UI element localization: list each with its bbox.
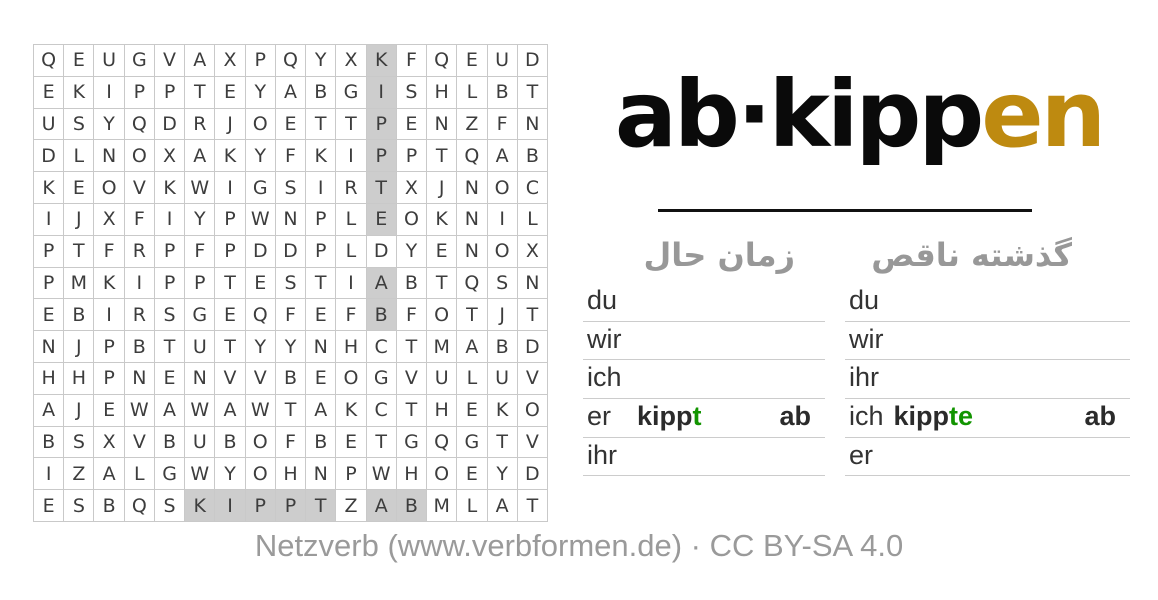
- grid-cell: Z: [457, 109, 487, 141]
- grid-cell: E: [215, 77, 245, 109]
- grid-cell: W: [246, 395, 276, 427]
- grid-cell: S: [64, 427, 94, 459]
- verb-ending: te: [949, 401, 974, 432]
- grid-cell: L: [457, 490, 487, 522]
- grid-cell: T: [155, 331, 185, 363]
- verb-ending: t: [692, 401, 702, 432]
- grid-cell: K: [215, 140, 245, 172]
- grid-cell: O: [518, 395, 548, 427]
- pronoun: du: [849, 285, 880, 315]
- grid-cell: W: [246, 204, 276, 236]
- grid-cell: F: [276, 299, 306, 331]
- grid-cell: G: [367, 363, 397, 395]
- grid-cell: A: [185, 140, 215, 172]
- column-header: گذشته ناقص: [871, 236, 1072, 274]
- grid-cell: W: [185, 172, 215, 204]
- grid-cell: P: [367, 140, 397, 172]
- grid-cell: U: [185, 331, 215, 363]
- grid-cell: T: [306, 490, 336, 522]
- grid-cell: B: [488, 331, 518, 363]
- grid-cell: I: [34, 204, 64, 236]
- grid-cell: T: [185, 77, 215, 109]
- grid-cell: U: [427, 363, 457, 395]
- verb-answer: [894, 399, 974, 433]
- grid-cell: A: [367, 490, 397, 522]
- conjugation-row: [845, 438, 1130, 477]
- grid-cell: B: [518, 140, 548, 172]
- grid-cell: T: [215, 268, 245, 300]
- grid-cell: N: [427, 109, 457, 141]
- grid-cell: T: [336, 109, 366, 141]
- grid-cell: I: [34, 458, 64, 490]
- grid-cell: P: [367, 109, 397, 141]
- grid-cell: N: [276, 204, 306, 236]
- grid-cell: Q: [427, 427, 457, 459]
- grid-cell: P: [185, 268, 215, 300]
- grid-cell: N: [457, 204, 487, 236]
- grid-cell: K: [155, 172, 185, 204]
- grid-cell: E: [427, 236, 457, 268]
- grid-cell: P: [125, 77, 155, 109]
- grid-cell: E: [246, 268, 276, 300]
- grid-cell: V: [155, 45, 185, 77]
- grid-cell: Q: [276, 45, 306, 77]
- grid-cell: V: [518, 427, 548, 459]
- grid-cell: A: [94, 458, 124, 490]
- grid-cell: E: [34, 490, 64, 522]
- grid-cell: Z: [336, 490, 366, 522]
- grid-cell: I: [306, 172, 336, 204]
- grid-cell: X: [397, 172, 427, 204]
- grid-cell: L: [336, 204, 366, 236]
- grid-cell: Q: [125, 109, 155, 141]
- pronoun: ihr: [849, 362, 880, 393]
- grid-cell: O: [125, 140, 155, 172]
- grid-cell: I: [215, 490, 245, 522]
- grid-cell: H: [336, 331, 366, 363]
- grid-cell: D: [518, 45, 548, 77]
- grid-cell: U: [185, 427, 215, 459]
- grid-cell: S: [276, 268, 306, 300]
- grid-cell: F: [488, 109, 518, 141]
- grid-cell: S: [488, 268, 518, 300]
- grid-cell: C: [367, 395, 397, 427]
- grid-cell: I: [125, 268, 155, 300]
- grid-cell: F: [125, 204, 155, 236]
- grid-cell: F: [336, 299, 366, 331]
- title-underline: [658, 209, 1032, 212]
- conjugation-column: [583, 230, 825, 476]
- grid-cell: G: [336, 77, 366, 109]
- grid-cell: A: [488, 140, 518, 172]
- grid-cell: J: [215, 109, 245, 141]
- grid-cell: D: [518, 458, 548, 490]
- grid-cell: E: [457, 45, 487, 77]
- grid-cell: K: [306, 140, 336, 172]
- pronoun: ich: [849, 401, 884, 432]
- grid-cell: D: [367, 236, 397, 268]
- verb-stem: kipp: [893, 401, 950, 432]
- grid-cell: Y: [488, 458, 518, 490]
- grid-cell: T: [397, 331, 427, 363]
- grid-cell: D: [276, 236, 306, 268]
- grid-cell: V: [246, 363, 276, 395]
- grid-cell: P: [306, 236, 336, 268]
- grid-cell: F: [397, 45, 427, 77]
- grid-cell: X: [518, 236, 548, 268]
- grid-cell: O: [488, 236, 518, 268]
- grid-cell: Y: [94, 109, 124, 141]
- grid-cell: O: [488, 172, 518, 204]
- grid-cell: A: [367, 268, 397, 300]
- grid-cell: U: [488, 363, 518, 395]
- grid-cell: T: [518, 77, 548, 109]
- grid-cell: J: [64, 395, 94, 427]
- grid-cell: P: [306, 204, 336, 236]
- grid-cell: S: [155, 490, 185, 522]
- grid-cell: B: [215, 427, 245, 459]
- grid-cell: Y: [246, 77, 276, 109]
- grid-cell: D: [34, 140, 64, 172]
- conjugation-row: [845, 360, 1130, 399]
- grid-cell: H: [276, 458, 306, 490]
- conjugation-row: [845, 322, 1130, 361]
- grid-cell: P: [94, 363, 124, 395]
- pronoun: er: [587, 401, 612, 432]
- grid-cell: Y: [246, 140, 276, 172]
- grid-cell: E: [34, 299, 64, 331]
- conjugation-column: [845, 230, 1130, 476]
- grid-cell: L: [336, 236, 366, 268]
- grid-cell: E: [94, 395, 124, 427]
- word-search-grid: [33, 44, 548, 522]
- conjugation-row: [583, 399, 825, 438]
- grid-cell: N: [306, 331, 336, 363]
- conjugation-row: [583, 283, 825, 322]
- grid-cell: P: [94, 331, 124, 363]
- grid-cell: W: [125, 395, 155, 427]
- grid-cell: E: [306, 363, 336, 395]
- grid-cell: E: [276, 109, 306, 141]
- pronoun: ich: [587, 362, 622, 393]
- grid-cell: A: [457, 331, 487, 363]
- grid-cell: M: [427, 490, 457, 522]
- grid-cell: F: [185, 236, 215, 268]
- grid-cell: T: [427, 140, 457, 172]
- grid-cell: N: [457, 172, 487, 204]
- grid-cell: W: [367, 458, 397, 490]
- grid-cell: M: [427, 331, 457, 363]
- grid-cell: X: [94, 427, 124, 459]
- grid-cell: I: [94, 77, 124, 109]
- grid-cell: N: [34, 331, 64, 363]
- grid-cell: T: [427, 268, 457, 300]
- grid-cell: N: [518, 109, 548, 141]
- grid-cell: A: [215, 395, 245, 427]
- grid-cell: U: [34, 109, 64, 141]
- grid-cell: J: [64, 204, 94, 236]
- grid-cell: O: [427, 299, 457, 331]
- pronoun: ihr: [587, 439, 618, 470]
- grid-cell: B: [397, 490, 427, 522]
- conjugation-rows: [583, 283, 825, 476]
- grid-cell: T: [306, 268, 336, 300]
- grid-cell: P: [215, 204, 245, 236]
- grid-cell: O: [94, 172, 124, 204]
- grid-cell: H: [397, 458, 427, 490]
- grid-cell: N: [94, 140, 124, 172]
- grid-cell: C: [518, 172, 548, 204]
- grid-cell: I: [367, 77, 397, 109]
- grid-cell: E: [306, 299, 336, 331]
- grid-cell: P: [397, 140, 427, 172]
- grid-cell: P: [246, 490, 276, 522]
- grid-cell: C: [367, 331, 397, 363]
- grid-cell: I: [336, 140, 366, 172]
- grid-cell: E: [155, 363, 185, 395]
- grid-cell: K: [185, 490, 215, 522]
- grid-cell: W: [185, 395, 215, 427]
- grid-cell: K: [34, 172, 64, 204]
- verb-title: [560, 62, 1158, 168]
- grid-cell: B: [306, 427, 336, 459]
- grid-cell: N: [125, 363, 155, 395]
- conjugation-row: [845, 283, 1130, 322]
- grid-cell: L: [125, 458, 155, 490]
- grid-cell: X: [155, 140, 185, 172]
- attribution-footer: Netzverb (www.verbformen.de) · CC BY-SA 4.0: [254, 528, 904, 563]
- grid-cell: Z: [64, 458, 94, 490]
- grid-cell: E: [336, 427, 366, 459]
- grid-cell: G: [397, 427, 427, 459]
- grid-cell: G: [457, 427, 487, 459]
- conjugation-row: [845, 399, 1130, 438]
- grid-cell: E: [64, 45, 94, 77]
- grid-cell: R: [125, 299, 155, 331]
- grid-cell: X: [215, 45, 245, 77]
- grid-cell: M: [64, 268, 94, 300]
- grid-cell: Q: [246, 299, 276, 331]
- grid-cell: N: [185, 363, 215, 395]
- grid-cell: B: [155, 427, 185, 459]
- pronoun: du: [587, 285, 618, 315]
- verb-particle: ab: [779, 401, 811, 432]
- grid-cell: O: [336, 363, 366, 395]
- grid-cell: L: [457, 363, 487, 395]
- verb-title-ending: en: [981, 61, 1104, 168]
- grid-cell: S: [64, 490, 94, 522]
- grid-cell: T: [488, 427, 518, 459]
- pronoun: er: [849, 439, 874, 470]
- grid-cell: L: [64, 140, 94, 172]
- grid-cell: F: [276, 427, 306, 459]
- grid-cell: G: [185, 299, 215, 331]
- verb-answer: [637, 399, 702, 433]
- grid-cell: K: [488, 395, 518, 427]
- grid-cell: T: [276, 395, 306, 427]
- grid-cell: Q: [125, 490, 155, 522]
- grid-cell: Y: [276, 331, 306, 363]
- grid-cell: Y: [397, 236, 427, 268]
- grid-cell: K: [427, 204, 457, 236]
- grid-cell: G: [155, 458, 185, 490]
- conjugation-row: [583, 360, 825, 399]
- grid-cell: R: [336, 172, 366, 204]
- grid-cell: H: [427, 395, 457, 427]
- grid-cell: T: [518, 490, 548, 522]
- grid-cell: T: [397, 395, 427, 427]
- grid-cell: L: [518, 204, 548, 236]
- grid-cell: V: [125, 172, 155, 204]
- grid-cell: P: [34, 236, 64, 268]
- grid-cell: A: [306, 395, 336, 427]
- grid-cell: K: [367, 45, 397, 77]
- grid-cell: Q: [457, 140, 487, 172]
- grid-cell: Y: [185, 204, 215, 236]
- pronoun: wir: [587, 323, 622, 354]
- grid-cell: P: [276, 490, 306, 522]
- grid-cell: I: [488, 204, 518, 236]
- grid-cell: T: [306, 109, 336, 141]
- grid-cell: E: [34, 77, 64, 109]
- grid-cell: B: [367, 299, 397, 331]
- grid-cell: T: [518, 299, 548, 331]
- grid-cell: G: [246, 172, 276, 204]
- grid-cell: A: [34, 395, 64, 427]
- grid-cell: K: [94, 268, 124, 300]
- grid-cell: E: [367, 204, 397, 236]
- grid-cell: G: [125, 45, 155, 77]
- grid-cell: V: [518, 363, 548, 395]
- grid-cell: B: [64, 299, 94, 331]
- grid-cell: E: [457, 395, 487, 427]
- grid-cell: U: [94, 45, 124, 77]
- verb-particle: ab: [1084, 401, 1116, 432]
- grid-cell: F: [397, 299, 427, 331]
- grid-cell: O: [246, 458, 276, 490]
- grid-cell: D: [155, 109, 185, 141]
- grid-cell: F: [276, 140, 306, 172]
- grid-cell: B: [34, 427, 64, 459]
- grid-cell: Q: [457, 268, 487, 300]
- pronoun: wir: [849, 323, 884, 354]
- grid-cell: S: [276, 172, 306, 204]
- grid-cell: H: [427, 77, 457, 109]
- grid-cell: E: [64, 172, 94, 204]
- grid-cell: F: [94, 236, 124, 268]
- grid-cell: T: [457, 299, 487, 331]
- grid-cell: L: [457, 77, 487, 109]
- grid-cell: P: [336, 458, 366, 490]
- grid-cell: B: [306, 77, 336, 109]
- conjugation-row: [583, 322, 825, 361]
- grid-cell: P: [34, 268, 64, 300]
- verb-title-main: ab·kipp: [614, 61, 982, 168]
- grid-cell: U: [488, 45, 518, 77]
- grid-cell: I: [155, 204, 185, 236]
- grid-cell: B: [488, 77, 518, 109]
- grid-cell: A: [185, 45, 215, 77]
- grid-cell: W: [185, 458, 215, 490]
- grid-cell: K: [336, 395, 366, 427]
- grid-cell: J: [488, 299, 518, 331]
- grid-cell: E: [215, 299, 245, 331]
- grid-cell: B: [94, 490, 124, 522]
- grid-cell: K: [64, 77, 94, 109]
- grid-cell: H: [34, 363, 64, 395]
- grid-cell: O: [397, 204, 427, 236]
- grid-cell: O: [427, 458, 457, 490]
- grid-cell: V: [125, 427, 155, 459]
- grid-cell: S: [397, 77, 427, 109]
- grid-cell: Y: [306, 45, 336, 77]
- grid-cell: S: [64, 109, 94, 141]
- grid-cell: P: [215, 236, 245, 268]
- grid-cell: A: [276, 77, 306, 109]
- grid-cell: A: [155, 395, 185, 427]
- grid-cell: Q: [34, 45, 64, 77]
- grid-cell: E: [457, 458, 487, 490]
- grid-cell: A: [488, 490, 518, 522]
- grid-cell: T: [64, 236, 94, 268]
- grid-cell: J: [427, 172, 457, 204]
- grid-cell: N: [306, 458, 336, 490]
- column-header: زمان حال: [643, 236, 795, 274]
- conjugation-row: [583, 438, 825, 477]
- grid-cell: T: [215, 331, 245, 363]
- grid-cell: R: [185, 109, 215, 141]
- grid-cell: P: [155, 236, 185, 268]
- grid-cell: Y: [215, 458, 245, 490]
- grid-cell: X: [336, 45, 366, 77]
- grid-cell: I: [94, 299, 124, 331]
- grid-cell: D: [518, 331, 548, 363]
- grid-cell: E: [397, 109, 427, 141]
- grid-cell: R: [125, 236, 155, 268]
- grid-cell: B: [125, 331, 155, 363]
- grid-cell: B: [397, 268, 427, 300]
- grid-cell: I: [215, 172, 245, 204]
- grid-cell: S: [155, 299, 185, 331]
- grid-cell: Q: [427, 45, 457, 77]
- grid-cell: P: [155, 268, 185, 300]
- grid-cell: X: [94, 204, 124, 236]
- grid-cell: J: [64, 331, 94, 363]
- grid-cell: B: [276, 363, 306, 395]
- grid-cell: O: [246, 427, 276, 459]
- grid-cell: T: [367, 427, 397, 459]
- conjugation-rows: [845, 283, 1130, 476]
- grid-cell: P: [246, 45, 276, 77]
- grid-cell: H: [64, 363, 94, 395]
- grid-cell: I: [336, 268, 366, 300]
- grid-cell: D: [246, 236, 276, 268]
- verb-stem: kipp: [637, 401, 693, 432]
- grid-cell: N: [518, 268, 548, 300]
- grid-cell: P: [155, 77, 185, 109]
- grid-cell: O: [246, 109, 276, 141]
- grid-cell: V: [215, 363, 245, 395]
- grid-cell: N: [457, 236, 487, 268]
- grid-cell: T: [367, 172, 397, 204]
- grid-cell: V: [397, 363, 427, 395]
- grid-cell: Y: [246, 331, 276, 363]
